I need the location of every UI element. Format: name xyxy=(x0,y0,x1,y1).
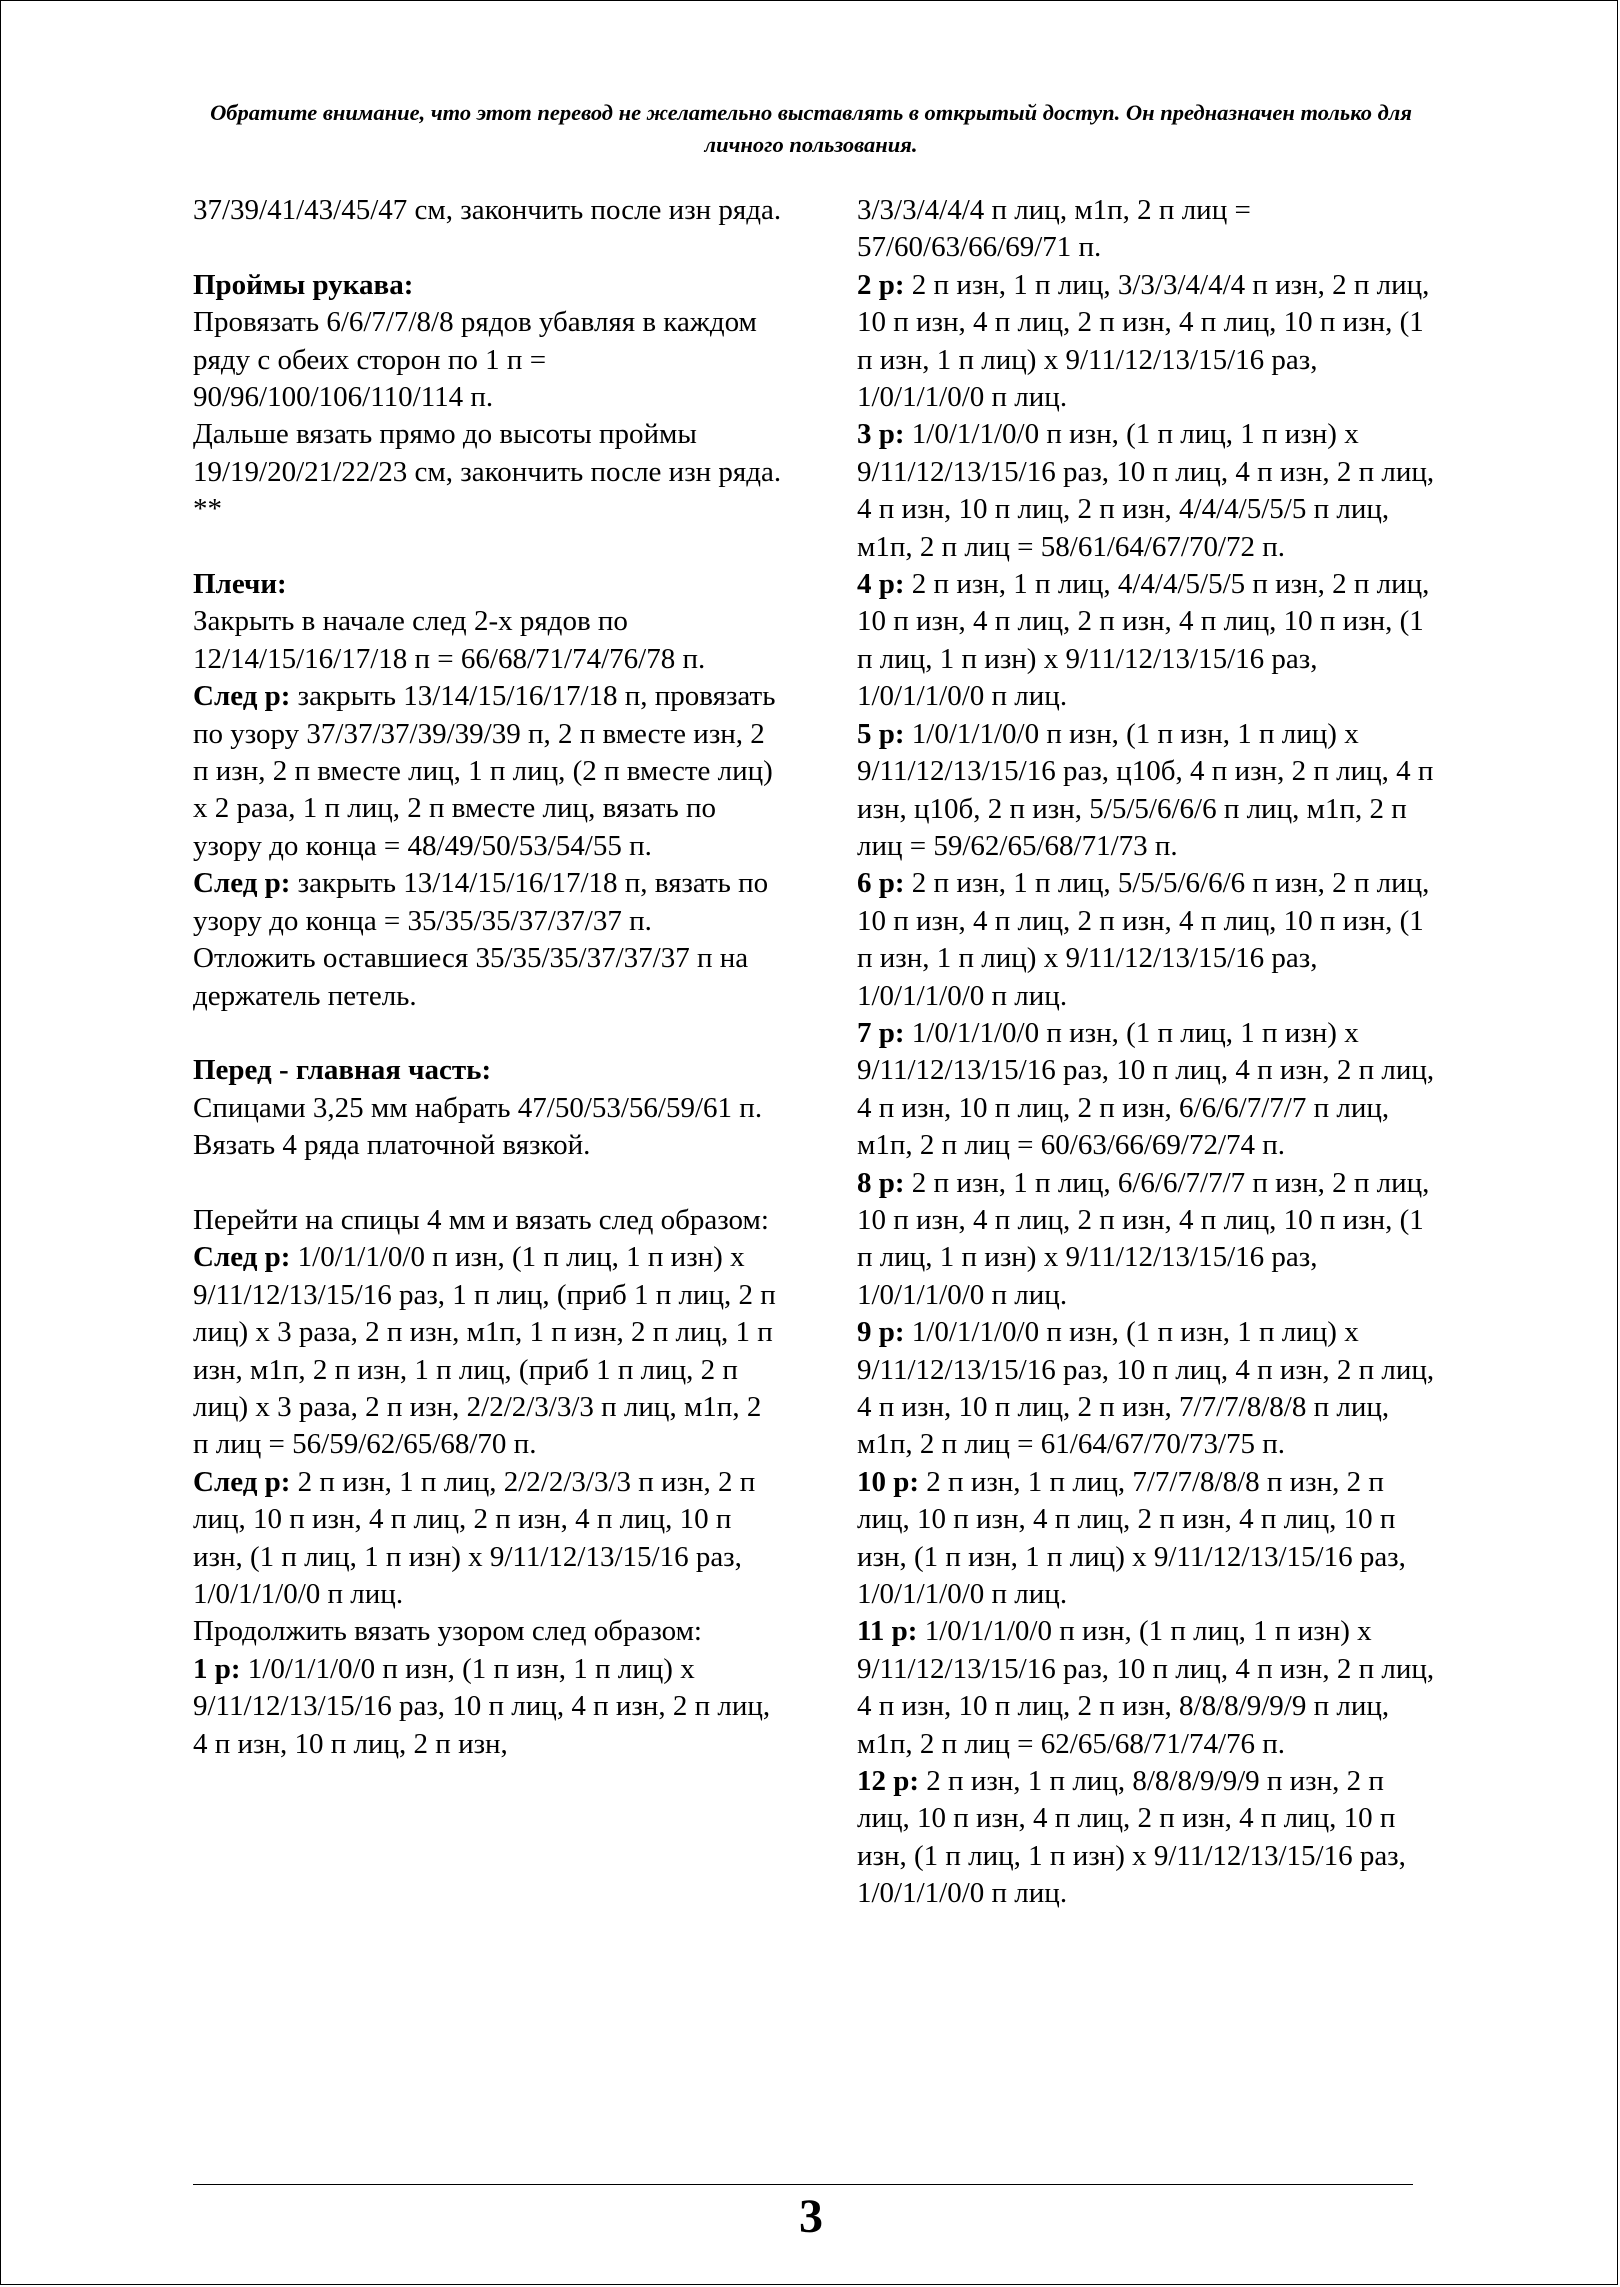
row-label: 7 р: xyxy=(857,1016,905,1049)
row-label: След р: xyxy=(193,680,291,713)
row-text: 2 п изн, 1 п лиц, 4/4/4/5/5/5 п изн, 2 п лиц, 10 п изн, 4 п лиц, 2 п изн, 4 п лиц, 10 п изн, (1 п лиц, 1 п изн) х 9/11/12/13/15/16 раз, 1/0/1/1/0/0 п лиц. xyxy=(857,568,1430,713)
right-column xyxy=(857,192,1443,1913)
paragraph: Провязать 6/6/7/7/8/8 рядов убавляя в каждом ряду с обеих сторон по 1 п = 90/96/100/106/110/114 п. xyxy=(193,306,757,414)
page-number: 3 xyxy=(799,2190,823,2243)
row-label: 3 р: xyxy=(857,418,905,451)
instruction-row xyxy=(193,865,783,940)
row-label: 10 р: xyxy=(857,1465,920,1498)
row-label: 8 р: xyxy=(857,1166,905,1199)
row-label: 2 р: xyxy=(857,268,905,301)
row-label: 6 р: xyxy=(857,867,905,900)
left-column xyxy=(193,192,783,1763)
instruction-row xyxy=(857,267,1443,417)
instruction-row xyxy=(193,1464,783,1614)
row-label: 4 р: xyxy=(857,568,905,601)
row-text: 1/0/1/1/0/0 п изн, (1 п лиц, 1 п изн) х 9/11/12/13/15/16 раз, 10 п лиц, 4 п изн, 2 п лиц, 4 п изн, 10 п лиц, 2 п изн, 6/6/6/7/7/7 п лиц, м1п, 2 п лиц = 60/63/66/69/72/74 п. xyxy=(857,1016,1435,1162)
section-heading-front: Перед - главная часть: xyxy=(193,1054,492,1087)
row-text: 1/0/1/1/0/0 п изн, (1 п лиц, 1 п изн) х 9/11/12/13/15/16 раз, 10 п лиц, 4 п изн, 2 п лиц, 4 п изн, 10 п лиц, 2 п изн, 4/4/4/5/5/5 п лиц, м1п, 2 п лиц = 58/61/64/67/70/72 п. xyxy=(857,418,1435,563)
section-heading-armholes: Проймы рукава: xyxy=(193,268,414,301)
paragraph: Отложить оставшиеся 35/35/35/37/37/37 п на держатель петель. xyxy=(193,942,749,1012)
instruction-row xyxy=(857,1314,1443,1464)
row-text: 2 п изн, 1 п лиц, 8/8/8/9/9/9 п изн, 2 п лиц, 10 п изн, 4 п лиц, 2 п изн, 4 п лиц, 10 п изн, (1 п лиц, 1 п изн) х 9/11/12/13/15/16 раз, 1/0/1/1/0/0 п лиц. xyxy=(857,1765,1406,1910)
paragraph: Перейти на спицы 4 мм и вязать след образом: xyxy=(193,1203,769,1236)
paragraph: Вязать 4 ряда платочной вязкой. xyxy=(193,1129,591,1162)
row-text: 1/0/1/1/0/0 п изн, (1 п изн, 1 п лиц) х 9/11/12/13/15/16 раз, 10 п лиц, 4 п изн, 2 п лиц, 4 п изн, 10 п лиц, 2 п изн, 7/7/7/8/8/8 п лиц, м1п, 2 п лиц = 61/64/67/70/73/75 п. xyxy=(857,1316,1435,1461)
row-label: 9 р: xyxy=(857,1316,905,1349)
row-text: 2 п изн, 1 п лиц, 3/3/3/4/4/4 п изн, 2 п лиц, 10 п изн, 4 п лиц, 2 п изн, 4 п лиц, 10 п изн, (1 п изн, 1 п лиц) х 9/11/12/13/15/16 раз, 1/0/1/1/0/0 п лиц. xyxy=(857,268,1430,414)
instruction-row xyxy=(857,1763,1443,1913)
row-label: 5 р: xyxy=(857,717,905,750)
instruction-row xyxy=(857,566,1443,716)
instruction-row xyxy=(857,716,1443,866)
row-text: 1/0/1/1/0/0 п изн, (1 п лиц, 1 п изн) х 9/11/12/13/15/16 раз, 10 п лиц, 4 п изн, 2 п лиц, 4 п изн, 10 п лиц, 2 п изн, 8/8/8/9/9/9 п лиц, м1п, 2 п лиц = 62/65/68/71/74/76 п. xyxy=(857,1615,1435,1760)
instruction-row xyxy=(857,865,1443,1015)
row-text: 1/0/1/1/0/0 п изн, (1 п изн, 1 п лиц) х 9/11/12/13/15/16 раз, ц10б, 4 п изн, 2 п лиц, 4 п изн, ц10б, 2 п изн, 5/5/5/6/6/6 п лиц, м1п, 2 п лиц = 59/62/65/68/71/73 п. xyxy=(857,717,1434,862)
row-text: 1/0/1/1/0/0 п изн, (1 п изн, 1 п лиц) х 9/11/12/13/15/16 раз, 10 п лиц, 4 п изн, 2 п лиц, 4 п изн, 10 п лиц, 2 п изн, xyxy=(193,1652,771,1760)
paragraph: Закрыть в начале след 2-х рядов по 12/14/15/16/17/18 п = 66/68/71/74/76/78 п. xyxy=(193,605,706,675)
paragraph: Продолжить вязать узором след образом: xyxy=(193,1615,702,1648)
instruction-row xyxy=(857,1015,1443,1165)
paragraph: 37/39/41/43/45/47 см, закончить после изн ряда. xyxy=(193,194,782,226)
footer-divider xyxy=(193,2184,1413,2185)
row-label: 11 р: xyxy=(857,1615,918,1648)
instruction-row xyxy=(857,416,1443,566)
instruction-row xyxy=(857,1613,1443,1763)
instruction-row xyxy=(857,1165,1443,1315)
row-label: 12 р: xyxy=(857,1765,920,1798)
paragraph: 3/3/3/4/4/4 п лиц, м1п, 2 п лиц = 57/60/63/66/69/71 п. xyxy=(857,194,1251,264)
row-text: 2 п изн, 1 п лиц, 7/7/7/8/8/8 п изн, 2 п лиц, 10 п изн, 4 п лиц, 2 п изн, 4 п лиц, 10 п изн, (1 п изн, 1 п лиц) х 9/11/12/13/15/16 раз, 1/0/1/1/0/0 п лиц. xyxy=(857,1465,1406,1611)
instruction-row xyxy=(193,678,783,865)
instruction-row xyxy=(193,1651,783,1763)
paragraph: Спицами 3,25 мм набрать 47/50/53/56/59/61 п. xyxy=(193,1091,763,1124)
paragraph: Дальше вязать прямо до высоты проймы 19/19/20/21/22/23 см, закончить после изн ряда. ** xyxy=(193,418,782,526)
row-text: закрыть 13/14/15/16/17/18 п, провязать по узору 37/37/37/39/39/39 п, 2 п вместе изн, 2 п изн, 2 п вместе лиц, 1 п лиц, (2 п вместе лиц) х 2 раза, 1 п лиц, 2 п вместе лиц, вязать по узору до конца = 48/49/50/53/54/55 п. xyxy=(193,680,776,862)
instruction-row xyxy=(193,1239,783,1463)
privacy-notice: Обратите внимание, что этот перевод не желательно выставлять в открытый доступ. Он предназначен только для личного пользования. xyxy=(210,100,1412,157)
row-text: 2 п изн, 1 п лиц, 2/2/2/3/3/3 п изн, 2 п лиц, 10 п изн, 4 п лиц, 2 п изн, 4 п лиц, 10 п изн, (1 п лиц, 1 п изн) х 9/11/12/13/15/16 раз, 1/0/1/1/0/0 п лиц. xyxy=(193,1465,756,1610)
row-text: 2 п изн, 1 п лиц, 5/5/5/6/6/6 п изн, 2 п лиц, 10 п изн, 4 п лиц, 2 п изн, 4 п лиц, 10 п изн, (1 п изн, 1 п лиц) х 9/11/12/13/15/16 раз, 1/0/1/1/0/0 п лиц. xyxy=(857,867,1430,1012)
section-heading-shoulders: Плечи: xyxy=(193,568,287,601)
row-label: След р: xyxy=(193,867,291,900)
row-text: закрыть 13/14/15/16/17/18 п, вязать по узору до конца = 35/35/35/37/37/37 п. xyxy=(193,867,769,937)
row-text: 1/0/1/1/0/0 п изн, (1 п лиц, 1 п изн) х 9/11/12/13/15/16 раз, 1 п лиц, (приб 1 п лиц, 2 п лиц) х 3 раза, 2 п изн, м1п, 1 п изн, 2 п лиц, 1 п изн, м1п, 2 п изн, 1 п лиц, (приб 1 п лиц, 2 п лиц) х 3 раза, 2 п изн, 2/2/2/3/3/3 п лиц, м1п, 2 п лиц = 56/59/62/65/68/70 п. xyxy=(193,1241,776,1461)
row-label: След р: xyxy=(193,1241,291,1274)
row-text: 2 п изн, 1 п лиц, 6/6/6/7/7/7 п изн, 2 п лиц, 10 п изн, 4 п лиц, 2 п изн, 4 п лиц, 10 п изн, (1 п лиц, 1 п изн) х 9/11/12/13/15/16 раз, 1/0/1/1/0/0 п лиц. xyxy=(857,1166,1430,1311)
instruction-row xyxy=(857,1464,1443,1614)
row-label: След р: xyxy=(193,1465,291,1498)
row-label: 1 р: xyxy=(193,1652,241,1685)
